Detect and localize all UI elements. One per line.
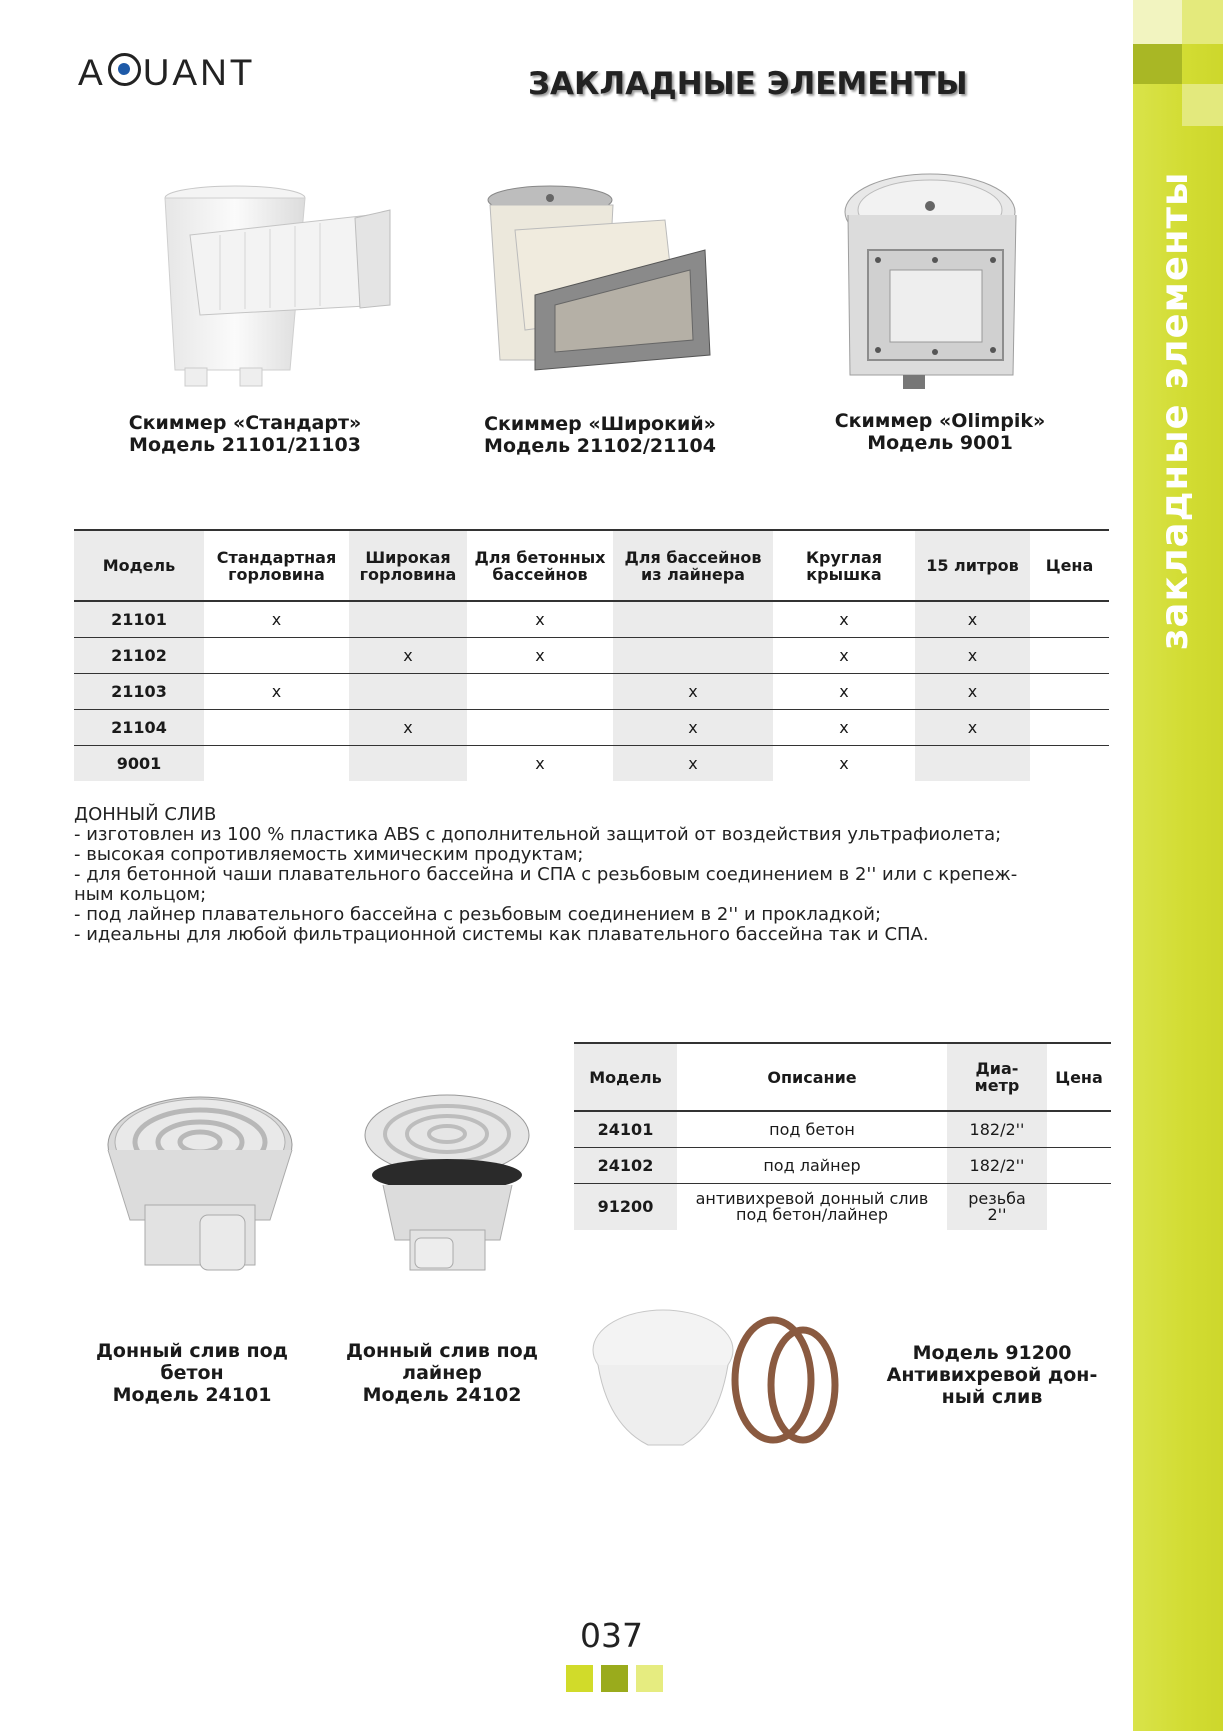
caption-skimmer-wide xyxy=(465,413,735,457)
table-cell: x xyxy=(915,710,1030,746)
table-cell xyxy=(204,638,349,674)
table-row xyxy=(574,1184,1111,1231)
caption-line: Антивихревой дон- xyxy=(886,1364,1098,1386)
table-cell: x xyxy=(204,674,349,710)
table-row xyxy=(74,638,1109,674)
table-cell: x xyxy=(915,638,1030,674)
table-cell: x xyxy=(613,710,773,746)
table-cell: 91200 xyxy=(574,1184,677,1231)
table-cell: x xyxy=(915,674,1030,710)
side-title: закладные элементы xyxy=(1153,171,1196,650)
caption-drain-antivortex xyxy=(872,1342,1112,1408)
table-cell: 21102 xyxy=(74,638,204,674)
col-header: Диа-метр xyxy=(947,1043,1047,1111)
table-cell: x xyxy=(613,746,773,782)
description-line: - изготовлен из 100 % пластика ABS с дополнительной защитой от воздействия ультрафиолета; xyxy=(74,824,1002,845)
caption-drain-liner xyxy=(332,1340,552,1406)
table-cell: 9001 xyxy=(74,746,204,782)
skimmer-table xyxy=(74,529,1109,781)
table-row xyxy=(574,1111,1111,1148)
col-header: Для бетонных бассейнов xyxy=(467,530,613,601)
description-line: - идеальны для любой фильтрационной системы как плавательного бассейна так и СПА. xyxy=(74,924,929,945)
table-cell xyxy=(467,710,613,746)
caption-model: Модель 24102 xyxy=(362,1384,522,1406)
caption-line: Донный слив под xyxy=(346,1340,538,1362)
drain-antivortex-image xyxy=(588,1305,838,1460)
table-cell: 21103 xyxy=(74,674,204,710)
caption-model: Модель 91200 xyxy=(912,1342,1072,1364)
table-cell: x xyxy=(915,601,1030,638)
table-cell: 24102 xyxy=(574,1148,677,1184)
table-cell: x xyxy=(349,710,467,746)
page-number: 037 xyxy=(580,1616,643,1655)
caption-line: Донный слив под xyxy=(96,1340,288,1362)
caption-model: Модель 21101/21103 xyxy=(129,434,361,456)
table-cell xyxy=(204,710,349,746)
table-row xyxy=(74,710,1109,746)
drain-description xyxy=(74,805,1119,945)
drain-liner-image xyxy=(355,1090,540,1280)
skimmer-standard-image xyxy=(130,180,400,395)
drain-concrete-image xyxy=(100,1090,300,1280)
table-cell: x xyxy=(773,710,915,746)
table-cell xyxy=(349,746,467,782)
table-cell: 21104 xyxy=(74,710,204,746)
caption-line: лайнер xyxy=(402,1362,482,1384)
table-cell: под лайнер xyxy=(677,1148,947,1184)
table-cell: x xyxy=(535,754,545,773)
footer-square-2 xyxy=(601,1665,628,1692)
table-cell: x xyxy=(773,638,915,674)
footer-square-1 xyxy=(566,1665,593,1692)
caption-line: бетон xyxy=(160,1362,224,1384)
skimmer-wide-image xyxy=(475,180,740,380)
description-line: - под лайнер плавательного бассейна с резьбовым соединением в 2'' и прокладкой; xyxy=(74,904,882,925)
col-header: Стандартная горловина xyxy=(204,530,349,601)
drain-table xyxy=(574,1042,1111,1230)
table-cell: резьба 2'' xyxy=(947,1184,1047,1231)
table-cell xyxy=(613,638,773,674)
caption-name: Скиммер «Стандарт» xyxy=(128,412,362,434)
caption-model: Модель 24101 xyxy=(112,1384,272,1406)
table-cell xyxy=(613,601,773,638)
table-cell xyxy=(204,746,349,782)
description-line: ным кольцом; xyxy=(74,884,207,905)
col-header: Цена xyxy=(1047,1043,1111,1111)
table-cell: 182/2'' xyxy=(947,1148,1047,1184)
table-cell: антивихревой донный слив под бетон/лайнер xyxy=(695,1189,929,1224)
col-header: Цена xyxy=(1030,530,1109,601)
col-header: Модель xyxy=(74,530,204,601)
logo-q-mark xyxy=(108,53,141,86)
table-row xyxy=(74,746,1109,782)
caption-skimmer-olimpik xyxy=(805,410,1075,454)
table-cell: x xyxy=(349,638,467,674)
caption-drain-concrete xyxy=(82,1340,302,1406)
caption-skimmer-standard xyxy=(110,412,380,456)
table-cell: x xyxy=(467,638,613,674)
caption-model: Модель 9001 xyxy=(867,432,1013,454)
page-title: ЗАКЛАДНЫЕ ЭЛЕМЕНТЫ xyxy=(528,66,968,102)
table-row xyxy=(574,1148,1111,1184)
table-cell xyxy=(1047,1148,1111,1184)
description-heading: ДОННЫЙ СЛИВ xyxy=(74,804,217,825)
caption-name: Скиммер «Olimpik» xyxy=(834,410,1046,432)
col-header: 15 литров xyxy=(915,530,1030,601)
table-cell: x xyxy=(467,601,613,638)
description-line: - для бетонной чаши плавательного бассейна и СПА с резьбовым соединением в 2'' или с крепеж- xyxy=(74,864,1018,885)
band-square-pale xyxy=(1133,0,1182,44)
col-header: Круглая крышка xyxy=(773,530,915,601)
col-header: Модель xyxy=(574,1043,677,1111)
table-cell: x xyxy=(204,601,349,638)
caption-model: Модель 21102/21104 xyxy=(484,435,716,457)
table-cell xyxy=(349,601,467,638)
band-square-light xyxy=(1182,0,1223,44)
table-cell: 21101 xyxy=(74,601,204,638)
table-cell xyxy=(915,746,1030,782)
skimmer-olimpik-image xyxy=(838,170,1033,395)
table-row xyxy=(74,674,1109,710)
table-cell: под бетон xyxy=(677,1111,947,1148)
col-header: Для бассейнов из лайнера xyxy=(613,530,773,601)
table-row xyxy=(74,601,1109,638)
footer-square-3 xyxy=(636,1665,663,1692)
table-header-row xyxy=(574,1043,1111,1111)
table-cell: x xyxy=(773,601,915,638)
table-cell xyxy=(1030,674,1109,710)
table-cell: 182/2'' xyxy=(947,1111,1047,1148)
caption-line: ный слив xyxy=(941,1386,1043,1408)
table-cell: x xyxy=(613,674,773,710)
table-cell: x xyxy=(839,754,849,773)
caption-name: Скиммер «Широкий» xyxy=(484,413,716,435)
table-cell xyxy=(1047,1111,1111,1148)
table-cell xyxy=(1030,638,1109,674)
table-cell xyxy=(349,674,467,710)
table-cell xyxy=(1030,710,1109,746)
table-cell xyxy=(1047,1184,1111,1231)
table-cell xyxy=(1030,601,1109,638)
table-cell: x xyxy=(773,674,915,710)
table-cell xyxy=(467,674,613,710)
description-line: - высокая сопротивляемость химическим продуктам; xyxy=(74,844,584,865)
col-header: Широкая горловина xyxy=(349,530,467,601)
brand-logo: A UANT xyxy=(78,52,256,93)
table-header-row xyxy=(74,530,1109,601)
table-cell xyxy=(1030,746,1109,782)
col-header: Описание xyxy=(677,1043,947,1111)
table-cell: 24101 xyxy=(574,1111,677,1148)
